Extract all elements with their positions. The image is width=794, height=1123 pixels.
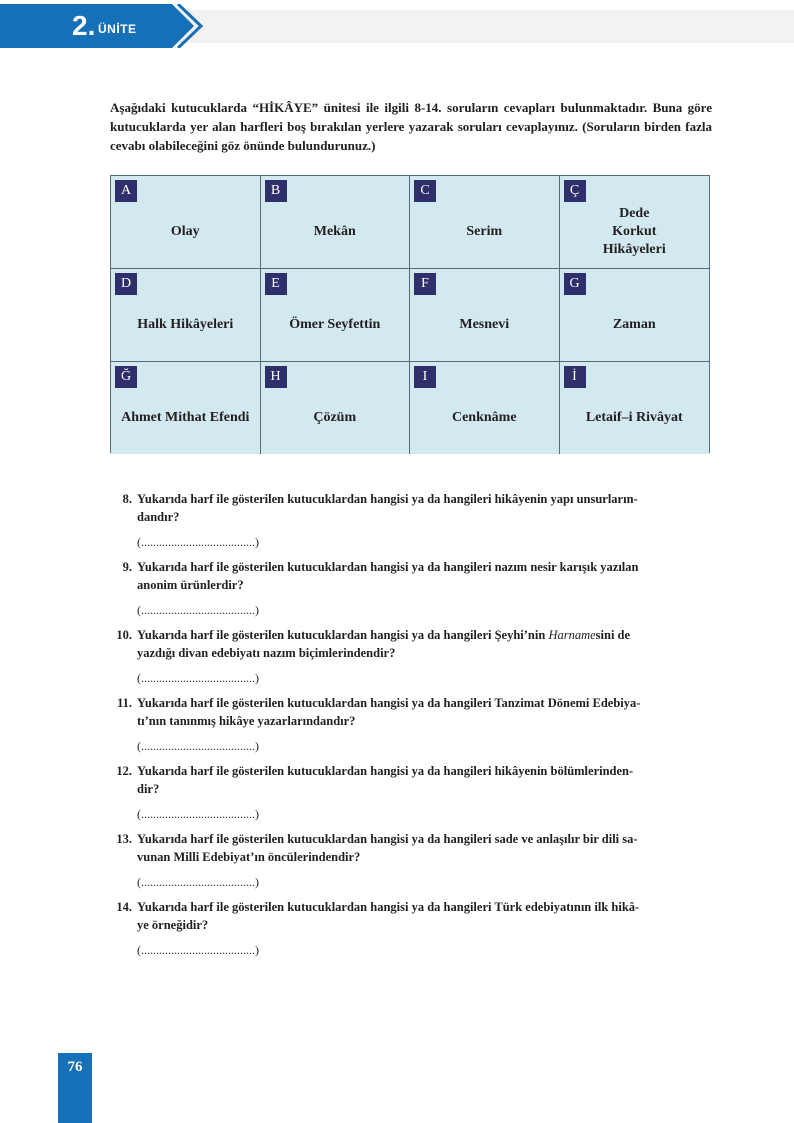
box-text: Çözüm: [313, 410, 357, 425]
unit-number: 2.: [72, 10, 96, 41]
answer-box: [410, 362, 560, 454]
question-text-part: sini de yazdığı divan edebiyatı nazım biçimlerindendir?: [137, 628, 631, 660]
question-text-part: Yukarıda harf ile gösterilen kutucuklardan hangisi ya da hangileri Şeyhi’nin: [137, 628, 549, 642]
question-number: 8.: [122, 492, 132, 506]
question-number: 13.: [116, 832, 132, 846]
box-text: Dede Korkut Hikâyeleri: [602, 206, 666, 257]
answer-box: [111, 269, 261, 362]
question-item: [110, 626, 712, 694]
box-letter: D: [115, 273, 137, 295]
answer-blank[interactable]: (......................................): [137, 535, 259, 549]
answer-blank[interactable]: (......................................): [137, 671, 259, 685]
box-text: Letaif–i Rivâyat: [585, 410, 683, 425]
box-letter: İ: [564, 366, 586, 388]
unit-tab: [0, 4, 210, 48]
box-text: Zaman: [612, 317, 656, 332]
box-text: Olay: [170, 224, 200, 239]
box-text: Ahmet Mithat Efendi: [121, 410, 250, 425]
answer-box: [560, 269, 710, 362]
unit-label: ÜNİTE: [98, 22, 137, 36]
question-item: [110, 898, 712, 966]
question-number: 14.: [116, 900, 132, 914]
question-text: Yukarıda harf ile gösterilen kutucuklardan hangisi ya da hangileri hikâyenin bölümlerinden- dir?: [137, 764, 634, 796]
question-number: 10.: [116, 628, 132, 642]
question-text: [137, 626, 712, 662]
answer-box: [111, 176, 261, 269]
answer-blank[interactable]: (......................................): [137, 807, 259, 821]
box-text: Halk Hikâyeleri: [137, 317, 234, 332]
answer-blank[interactable]: (......................................): [137, 739, 259, 753]
answer-box: [261, 362, 411, 454]
box-letter: Ğ: [115, 366, 137, 388]
answer-box: [410, 269, 560, 362]
instructions: Aşağıdaki kutucuklarda “HİKÂYE” ünitesi ile ilgili 8-14. soruların cevapları bulunmaktadır. Buna göre kutucuklarda yer alan harfleri boş bırakılan yerlere yazarak soruları cevaplayınız. (Soruların birden fazla cevabı olabileceğini göz önünde bulundurunuz.): [110, 100, 712, 153]
box-letter: H: [265, 366, 287, 388]
question-item: [110, 762, 712, 830]
answer-blank[interactable]: (......................................): [137, 875, 259, 889]
page-number: 76: [67, 1059, 83, 1075]
work-title-italic: Harname: [548, 628, 596, 642]
answer-box: [261, 176, 411, 269]
answer-box-grid: [110, 175, 710, 453]
page-number-bar: [58, 1053, 92, 1123]
box-letter: F: [414, 273, 436, 295]
box-letter: I: [414, 366, 436, 388]
box-letter: C: [414, 180, 436, 202]
answer-box: [410, 176, 560, 269]
box-letter: E: [265, 273, 287, 295]
question-text: Yukarıda harf ile gösterilen kutucuklardan hangisi ya da hangileri nazım nesir karışık yazılan anonim ürünlerdir?: [137, 560, 639, 592]
answer-box: [111, 362, 261, 454]
box-letter: B: [265, 180, 287, 202]
answer-blank[interactable]: (......................................): [137, 603, 259, 617]
box-text: Mekân: [313, 224, 356, 239]
box-text: Cenknâme: [451, 410, 517, 425]
question-text: Yukarıda harf ile gösterilen kutucuklardan hangisi ya da hangileri hikâyenin yapı unsurların- dandır?: [137, 492, 638, 524]
question-item: [110, 558, 712, 626]
question-number: 9.: [122, 560, 132, 574]
box-letter: Ç: [564, 180, 586, 202]
box-letter: A: [115, 180, 137, 202]
question-item: [110, 830, 712, 898]
question-text: Yukarıda harf ile gösterilen kutucuklardan hangisi ya da hangileri Türk edebiyatının ilk hikâ- ye örneğidir?: [137, 900, 640, 932]
question-number: 11.: [117, 696, 132, 710]
question-item: [110, 694, 712, 762]
answer-box: [560, 362, 710, 454]
box-letter: G: [564, 273, 586, 295]
question-list: [110, 490, 712, 966]
question-number: 12.: [116, 764, 132, 778]
answer-box: [560, 176, 710, 269]
question-item: [110, 490, 712, 558]
box-text: Serim: [466, 224, 503, 239]
answer-blank[interactable]: (......................................): [137, 943, 259, 957]
box-text: Mesnevi: [459, 317, 510, 332]
box-text: Ömer Seyfettin: [289, 317, 381, 332]
answer-box: [261, 269, 411, 362]
question-text: Yukarıda harf ile gösterilen kutucuklardan hangisi ya da hangileri sade ve anlaşılır bir dili sa- vunan Milli Edebiyat’ın öncülerindendir?: [137, 832, 638, 864]
question-text: Yukarıda harf ile gösterilen kutucuklardan hangisi ya da hangileri Tanzimat Dönemi Edebiya- tı’nın tanınmış hikâye yazarlarındandır?: [137, 696, 641, 728]
